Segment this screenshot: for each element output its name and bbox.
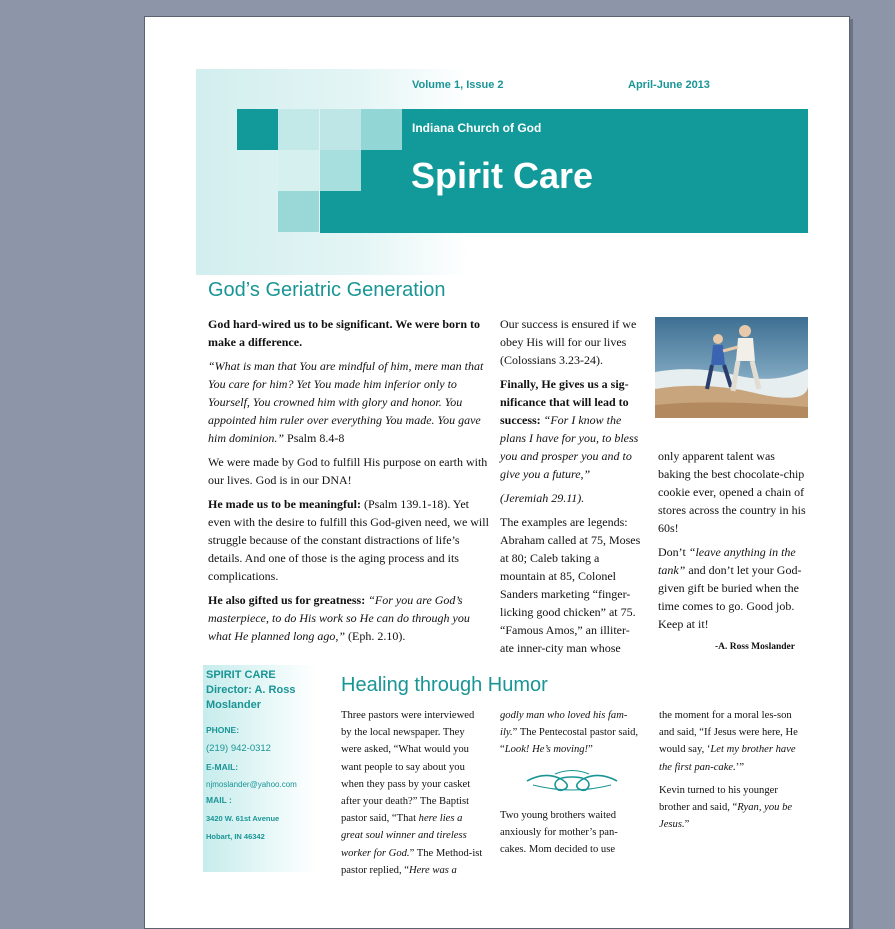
article1-intro: God hard-wired us to be significant. We were born to make a difference. <box>208 317 481 349</box>
decor-square <box>320 191 361 232</box>
meaningful-heading: He made us to be meaningful: <box>208 497 361 511</box>
contact-sidebar-content <box>206 668 316 841</box>
psalm-ref: Psalm 8.4-8 <box>284 431 345 445</box>
sidebar-director: Director: A. Ross Moslander <box>206 684 296 711</box>
email-label: E-MAIL: <box>206 762 239 772</box>
article2-text: Three pastors were interviewed by the local newspaper. They were asked, “What would you want people to say about you when they pass by your casket after your death?” The Baptist pastor said, “That <box>341 710 475 825</box>
article2-quote: Look! He’s moving! <box>504 744 589 756</box>
flourish-ornament <box>525 765 619 797</box>
decor-square <box>320 150 361 191</box>
psalm-quote: “What is man that You are mindful of him, mere man that You care for him? Yet You made him inferior only to Yourself, You crowned him with glory and honor. You appointed him ruler over everything You made. You gave him dominion.” <box>208 359 484 445</box>
article2-text: ” <box>684 819 690 831</box>
article2-column1 <box>341 707 485 885</box>
jeremiah-ref: (Jeremiah 29.11). <box>500 491 585 505</box>
article1-title: God’s Geriatric Generation <box>208 279 446 301</box>
article2-text: ’” <box>735 761 745 773</box>
article2-quote: here lies a great soul winner and tireless worker for God. <box>341 813 467 859</box>
volume-issue: Volume 1, Issue 2 <box>412 79 504 91</box>
phone-label: PHONE: <box>206 725 240 735</box>
article2-quote: Here was a <box>408 864 457 876</box>
article2-text: Kevin turned to his younger brother and said, “ <box>659 784 778 814</box>
decor-square <box>237 109 278 150</box>
significance-heading: Finally, He gives us a sig-nificance that will lead to success: <box>500 377 629 427</box>
jeremiah-quote: “For I know the plans I have for you, to bless you and prosper you and to give you a future,” <box>500 413 639 481</box>
article2-paragraph: Two young brothers waited anxiously for mother’s pan-cakes. Mom decided to use <box>500 810 618 856</box>
decor-square <box>278 109 319 150</box>
decor-square <box>278 150 319 191</box>
address-line1: 3420 W. 61st Avenue <box>206 814 280 823</box>
decor-square <box>320 109 361 150</box>
article1-signature: -A. Ross Moslander <box>715 642 795 652</box>
article2-column2 <box>500 707 640 765</box>
closing-text: and don’t let your God-given gift be buried when the time comes to go. Good job. Keep at it! <box>658 563 802 631</box>
ephesians-quote: “For you are God’s masterpiece, to do His work so He can do through you what He planned long ago,” <box>208 593 470 643</box>
phone-number: (219) 942-0312 <box>206 743 271 754</box>
closing-text: Don’t <box>658 545 689 559</box>
article2-text: ” The Pentecostal pastor said, “ <box>500 727 639 756</box>
issue-date: April-June 2013 <box>628 79 710 91</box>
newsletter-title: Spirit Care <box>411 155 594 196</box>
article1-paragraph: only apparent talent was baking the best chocolate-chip cookie ever, opened a chain of stores across the country in his 60s! <box>658 449 806 535</box>
article2-column2-bottom <box>500 807 640 865</box>
sidebar-title: SPIRIT CARE <box>206 669 276 681</box>
article1-column3 <box>658 447 808 639</box>
mail-label: MAIL : <box>206 795 232 805</box>
email-address: njmoslander@yahoo.com <box>206 780 297 789</box>
article2-text: ” <box>588 744 593 756</box>
org-name: Indiana Church of God <box>412 121 542 135</box>
article2-quote: godly man who loved his fam-ily. <box>500 710 628 739</box>
newsletter-page <box>144 16 850 929</box>
closing-quote: “leave anything in the tank” <box>658 545 796 577</box>
ephesians-ref: (Eph. 2.10). <box>345 629 406 643</box>
meaningful-text: (Psalm 139.1-18). Yet even with the desire to fulfill this God-given need, we will struggle because of the constant distractions of life’s details. And one of those is the aging process and its complications. <box>208 497 489 583</box>
article2-text: ” The Method-ist pastor replied, “ <box>341 847 483 876</box>
article1-paragraph: The examples are legends: Abraham called at 75, Moses at 80; Caleb taking a mountain at 85, Colonel Sanders marketing “finger-licking good chicken” at 75. “Famous Amos,” an illiter-ate inner-city man whose <box>500 515 641 655</box>
article1-column2 <box>500 315 643 663</box>
decor-square <box>361 109 402 150</box>
address-line2: Hobart, IN 46342 <box>206 832 265 841</box>
article2-title: Healing through Humor <box>341 674 548 696</box>
article1-column1 <box>208 315 489 651</box>
article2-column3 <box>659 707 805 839</box>
decor-square <box>278 191 319 232</box>
article2-quote: Let my brother have the first pan-cake. <box>659 744 796 773</box>
article2-text: the moment for a moral les-son and said, “If Jesus were here, He would say, ‘ <box>659 710 798 756</box>
article1-paragraph: We were made by God to fulfill His purpose on earth with our lives. God is in our DNA! <box>208 455 488 487</box>
elderly-couple-beach-photo <box>655 317 808 418</box>
greatness-heading: He also gifted us for greatness: <box>208 593 366 607</box>
article2-quote: Ryan, you be Jesus. <box>659 802 793 831</box>
article1-paragraph: Our success is ensured if we obey His will for our lives (Colossians 3.23-24). <box>500 317 637 367</box>
